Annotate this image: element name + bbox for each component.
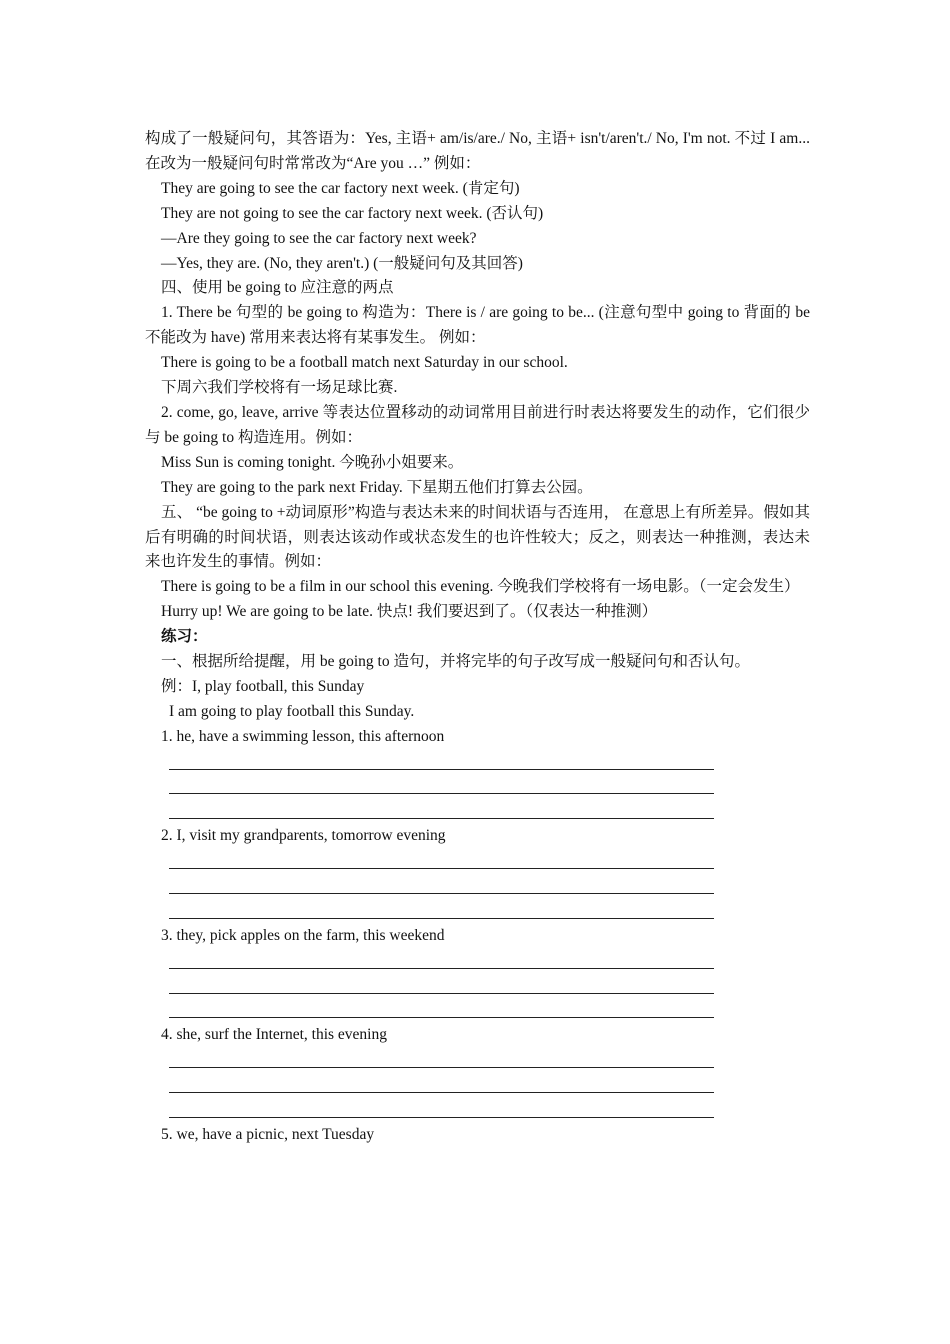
paragraph: Miss Sun is coming tonight. 今晚孙小姐要来。 [161,453,464,471]
paragraph: They are going to see the car factory next week. (肯定句) [161,179,520,197]
exercise-instruction: 一、根据所给提醒，用 be going to 造句，并将完毕的句子改写成一般疑问句和否认句。 [161,653,750,671]
answer-lines [145,844,810,919]
paragraph: 下周六我们学校将有一场足球比赛. [161,379,398,397]
paragraph: They are going to the park next Friday. 下星期五他们打算去公园。 [161,478,593,496]
paragraph: 1. There be 句型的 be going to 构造为：There is / are going to be... (注意句型中 going to 背面的 be 不能改为 have) 常用来表达将有某事发生。 例如： [145,304,810,347]
exercise-item: 4. she, surf the Internet, this evening [161,1026,387,1044]
example-answer: I am going to play football this Sunday. [169,702,415,720]
answer-line[interactable] [169,894,714,919]
exercise-item: 1. he, have a swimming lesson, this afternoon [161,727,445,745]
exercise-item: 2. I, visit my grandparents, tomorrow evening [161,827,446,845]
answer-line[interactable] [169,969,714,994]
section-heading: 四、使用 be going to 应注意的两点 [161,279,394,297]
paragraph: Hurry up! We are going to be late. 快点! 我们要迟到了。（仅表达一种推测） [161,603,658,621]
answer-line[interactable] [169,1068,714,1093]
answer-line[interactable] [169,994,714,1019]
paragraph: There is going to be a football match next Saturday in our school. [161,354,568,372]
exercise-heading: 练习： [161,628,208,646]
paragraph: 构成了一般疑问句，其答语为：Yes, 主语+ am/is/are./ No, 主语+ isn't/aren't./ No, I'm not. 不过 I am...在改为一般疑问句时常常改为“Are you …” 例如： [145,130,810,172]
example-prompt: 例：I, play football, this Sunday [161,677,365,695]
paragraph: 2. come, go, leave, arrive 等表达位置移动的动词常用目前进行时表达将要发生的动作，它们很少与 be going to 构造连用。例如： [145,403,810,446]
paragraph: There is going to be a film in our school this evening. 今晚我们学校将有一场电影。（一定会发生） [161,578,800,596]
paragraph: They are not going to see the car factory next week. (否认句) [161,204,544,222]
answer-line[interactable] [169,794,714,819]
paragraph: 五、 “be going to +动词原形”构造与表达未来的时间状语与否连用， 在意思上有所差异。假如其后有明确的时间状语，则表达该动作或状态发生的也许性较大；反之，则表达一种推测，表达未来也许发生的事情。例如： [145,503,810,571]
document-page [145,127,810,1148]
answer-line[interactable] [169,869,714,894]
exercise-item: 3. they, pick apples on the farm, this weekend [161,926,445,944]
answer-lines [145,745,810,820]
answer-line[interactable] [169,770,714,795]
answer-lines [145,1043,810,1118]
answer-lines [145,944,810,1019]
paragraph: —Yes, they are. (No, they aren't.) (一般疑问句及其回答) [161,254,523,272]
paragraph: —Are they going to see the car factory next week? [161,229,477,247]
exercise-item: 5. we, have a picnic, next Tuesday [161,1126,375,1144]
answer-line[interactable] [169,1093,714,1118]
